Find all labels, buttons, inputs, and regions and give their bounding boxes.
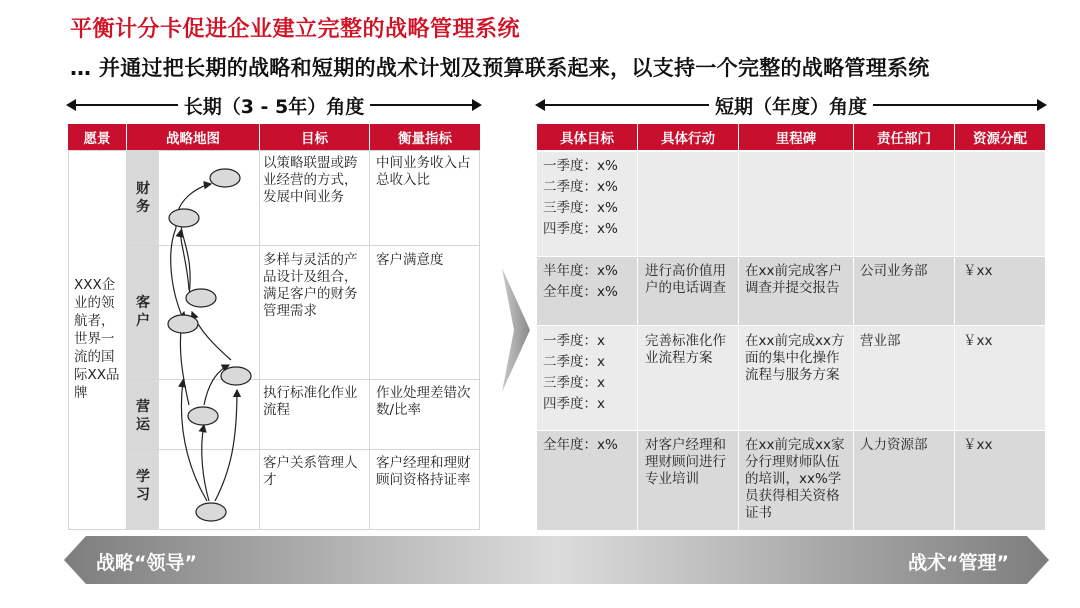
long-term-label: 长期（3 - 5年）角度 (183, 95, 365, 118)
header-action: 具体行动 (638, 124, 738, 150)
long-term-table (68, 124, 480, 530)
measure-finance: 中间业务收入占总收入比 (376, 155, 471, 188)
target-year: 全年度：x% (543, 284, 618, 300)
right-arrow-line (370, 104, 480, 106)
measure-customer: 客户满意度 (376, 252, 444, 268)
objective-finance: 以策略联盟或跨业经营的方式，发展中间业务 (263, 155, 358, 205)
col-divider (259, 150, 260, 530)
measure-operations: 作业处理差错次数/比率 (376, 385, 471, 418)
col-divider (853, 152, 854, 530)
milestone-row4: 在xx前完成xx家分行理财师队伍的培训，xx%学员获得相关资格证书 (745, 437, 845, 521)
col-divider (738, 152, 739, 530)
objective-operations: 执行标准化作业流程 (263, 385, 358, 418)
header-dept: 责任部门 (854, 124, 954, 150)
left-arrow-line (68, 104, 178, 106)
banner-left-text: 战略“领导” (96, 552, 197, 574)
milestone-row2: 在xx前完成客户调查并提交报告 (745, 263, 842, 296)
perspective-finance: 财务 (136, 181, 150, 215)
target-year: 全年度：x% (543, 437, 618, 453)
action-row2: 进行高价值用户的电话调查 (645, 263, 726, 296)
left-arrow-line (537, 104, 709, 106)
short-term-table (537, 124, 1045, 530)
right-arrow-line (873, 104, 1045, 106)
header-milestone: 里程碑 (739, 124, 853, 150)
page-subtitle: … 并通过把长期的战略和短期的战术计划及预算联系起来，以支持一个完整的战略管理系统 (70, 56, 930, 80)
resource-row4: ￥xx (963, 437, 993, 453)
target-q3: 三季度：x% (543, 200, 618, 216)
double-arrow-shape (64, 536, 1049, 584)
target-q1: 一季度：x% (543, 158, 618, 174)
vision-text: XXX企业的领航者，世界一流的国际XX品牌 (74, 277, 120, 401)
dept-row3: 营业部 (860, 333, 901, 349)
header-target: 具体目标 (537, 124, 637, 150)
page-title: 平衡计分卡促进企业建立完整的战略管理系统 (70, 17, 521, 42)
target-half: 半年度：x% (543, 263, 618, 279)
col-divider (126, 150, 127, 530)
header-strategy-map: 战略地图 (127, 124, 259, 150)
measure-learning: 客户经理和理财顾问资格持证率 (376, 455, 471, 488)
perspective-operations: 营运 (136, 399, 150, 433)
header-vision: 愿景 (68, 124, 126, 150)
dept-row2: 公司业务部 (860, 263, 928, 279)
objective-customer: 多样与灵活的产品设计及组合，满足客户的财务管理需求 (263, 252, 358, 319)
resource-row3: ￥xx (963, 333, 993, 349)
target-q1: 一季度：x (543, 333, 605, 349)
long-term-heading (68, 90, 480, 120)
header-objective: 目标 (260, 124, 369, 150)
header-measure: 衡量指标 (370, 124, 480, 150)
resource-row2: ￥xx (963, 263, 993, 279)
target-q2: 二季度：x% (543, 179, 618, 195)
header-resource: 资源分配 (955, 124, 1045, 150)
short-term-label: 短期（年度）角度 (715, 95, 868, 118)
perspective-customer: 客户 (136, 295, 150, 329)
target-q2: 二季度：x (543, 354, 605, 370)
short-term-heading (537, 90, 1045, 120)
milestone-row3: 在xx前完成xx方面的集中化操作流程与服务方案 (745, 333, 845, 383)
col-divider (954, 152, 955, 530)
target-q4: 四季度：x% (543, 221, 618, 237)
strategy-map-diagram (159, 150, 259, 530)
banner-right-text: 战术“管理” (908, 552, 1009, 574)
objective-learning: 客户关系管理人才 (263, 455, 358, 488)
action-row4: 对客户经理和理财顾问进行专业培训 (645, 437, 726, 487)
action-row3: 完善标准化作业流程方案 (645, 333, 726, 366)
perspective-learning: 学习 (136, 469, 150, 503)
col-divider (637, 152, 638, 530)
transition-arrow (500, 268, 532, 392)
target-q4: 四季度：x (543, 396, 605, 412)
target-q3: 三季度：x (543, 375, 605, 391)
col-divider (369, 150, 370, 530)
strategy-tactics-banner (64, 536, 1049, 584)
dept-row4: 人力资源部 (860, 437, 928, 453)
